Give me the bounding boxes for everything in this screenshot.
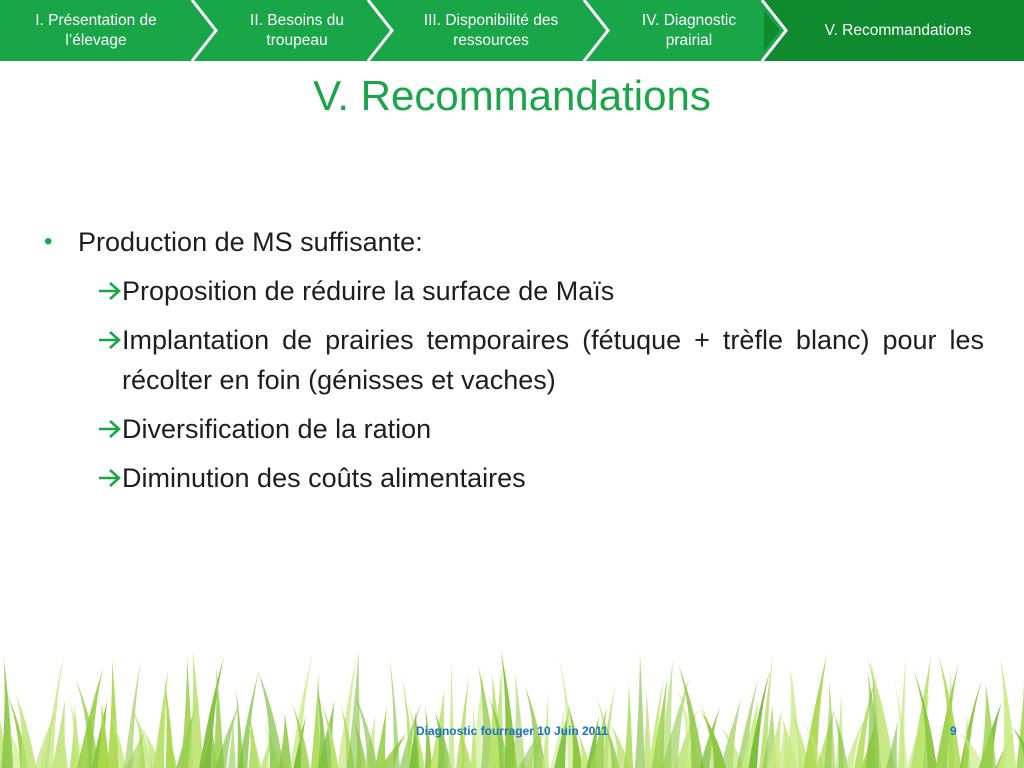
nav-tab-label: III. Disponibilité des ressources	[423, 11, 559, 49]
nav-tab-label: V. Recommandations	[824, 21, 972, 39]
sub-item	[40, 271, 984, 311]
sub-item-text: Diversification de la ration	[122, 414, 432, 444]
chevron-separator-icon	[362, 0, 398, 61]
nav-tab-label: IV. Diagnostic prairial	[641, 11, 737, 49]
nav-tab-label: I. Présentation de l’élevage	[35, 11, 157, 49]
nav-tab-recommandations[interactable]	[764, 0, 1024, 61]
footer-text: Diagnostic fourrager 10 Juin 2011	[415, 724, 609, 738]
bullet-item	[40, 222, 984, 262]
nav-tab-presentation[interactable]	[0, 0, 186, 61]
right-arrow-icon	[98, 419, 122, 439]
grass-illustration	[0, 646, 1024, 768]
chevron-separator-icon	[578, 0, 614, 61]
right-arrow-icon	[98, 468, 122, 488]
nav-tab-diagnostic[interactable]	[614, 0, 764, 61]
nav-tab-label: II. Besoins du troupeau	[250, 11, 344, 49]
page-number: 9	[950, 724, 957, 738]
nav-tab-disponibilite[interactable]	[398, 0, 584, 61]
slide-content	[40, 222, 984, 498]
sub-item-text: Diminution des coûts alimentaires	[122, 463, 526, 493]
nav-tab-besoins[interactable]	[222, 0, 372, 61]
right-arrow-icon	[98, 330, 122, 350]
slide-title: V. Recommandations	[313, 72, 711, 119]
sub-item	[40, 409, 984, 449]
sub-item-text: Implantation de prairies temporaires (fétuque + trèfle blanc) pour les récolter en foin (génisses et vaches)	[122, 325, 984, 395]
bullet-dot-icon: •	[44, 228, 53, 255]
right-arrow-icon	[98, 281, 122, 301]
chevron-separator-icon	[756, 0, 792, 61]
chevron-separator-icon	[186, 0, 222, 61]
sub-item	[40, 320, 984, 400]
bullet-text: Production de MS suffisante:	[78, 227, 423, 257]
sub-item-text: Proposition de réduire la surface de Maïs	[122, 276, 615, 306]
section-nav	[0, 0, 1024, 61]
sub-item	[40, 458, 984, 498]
